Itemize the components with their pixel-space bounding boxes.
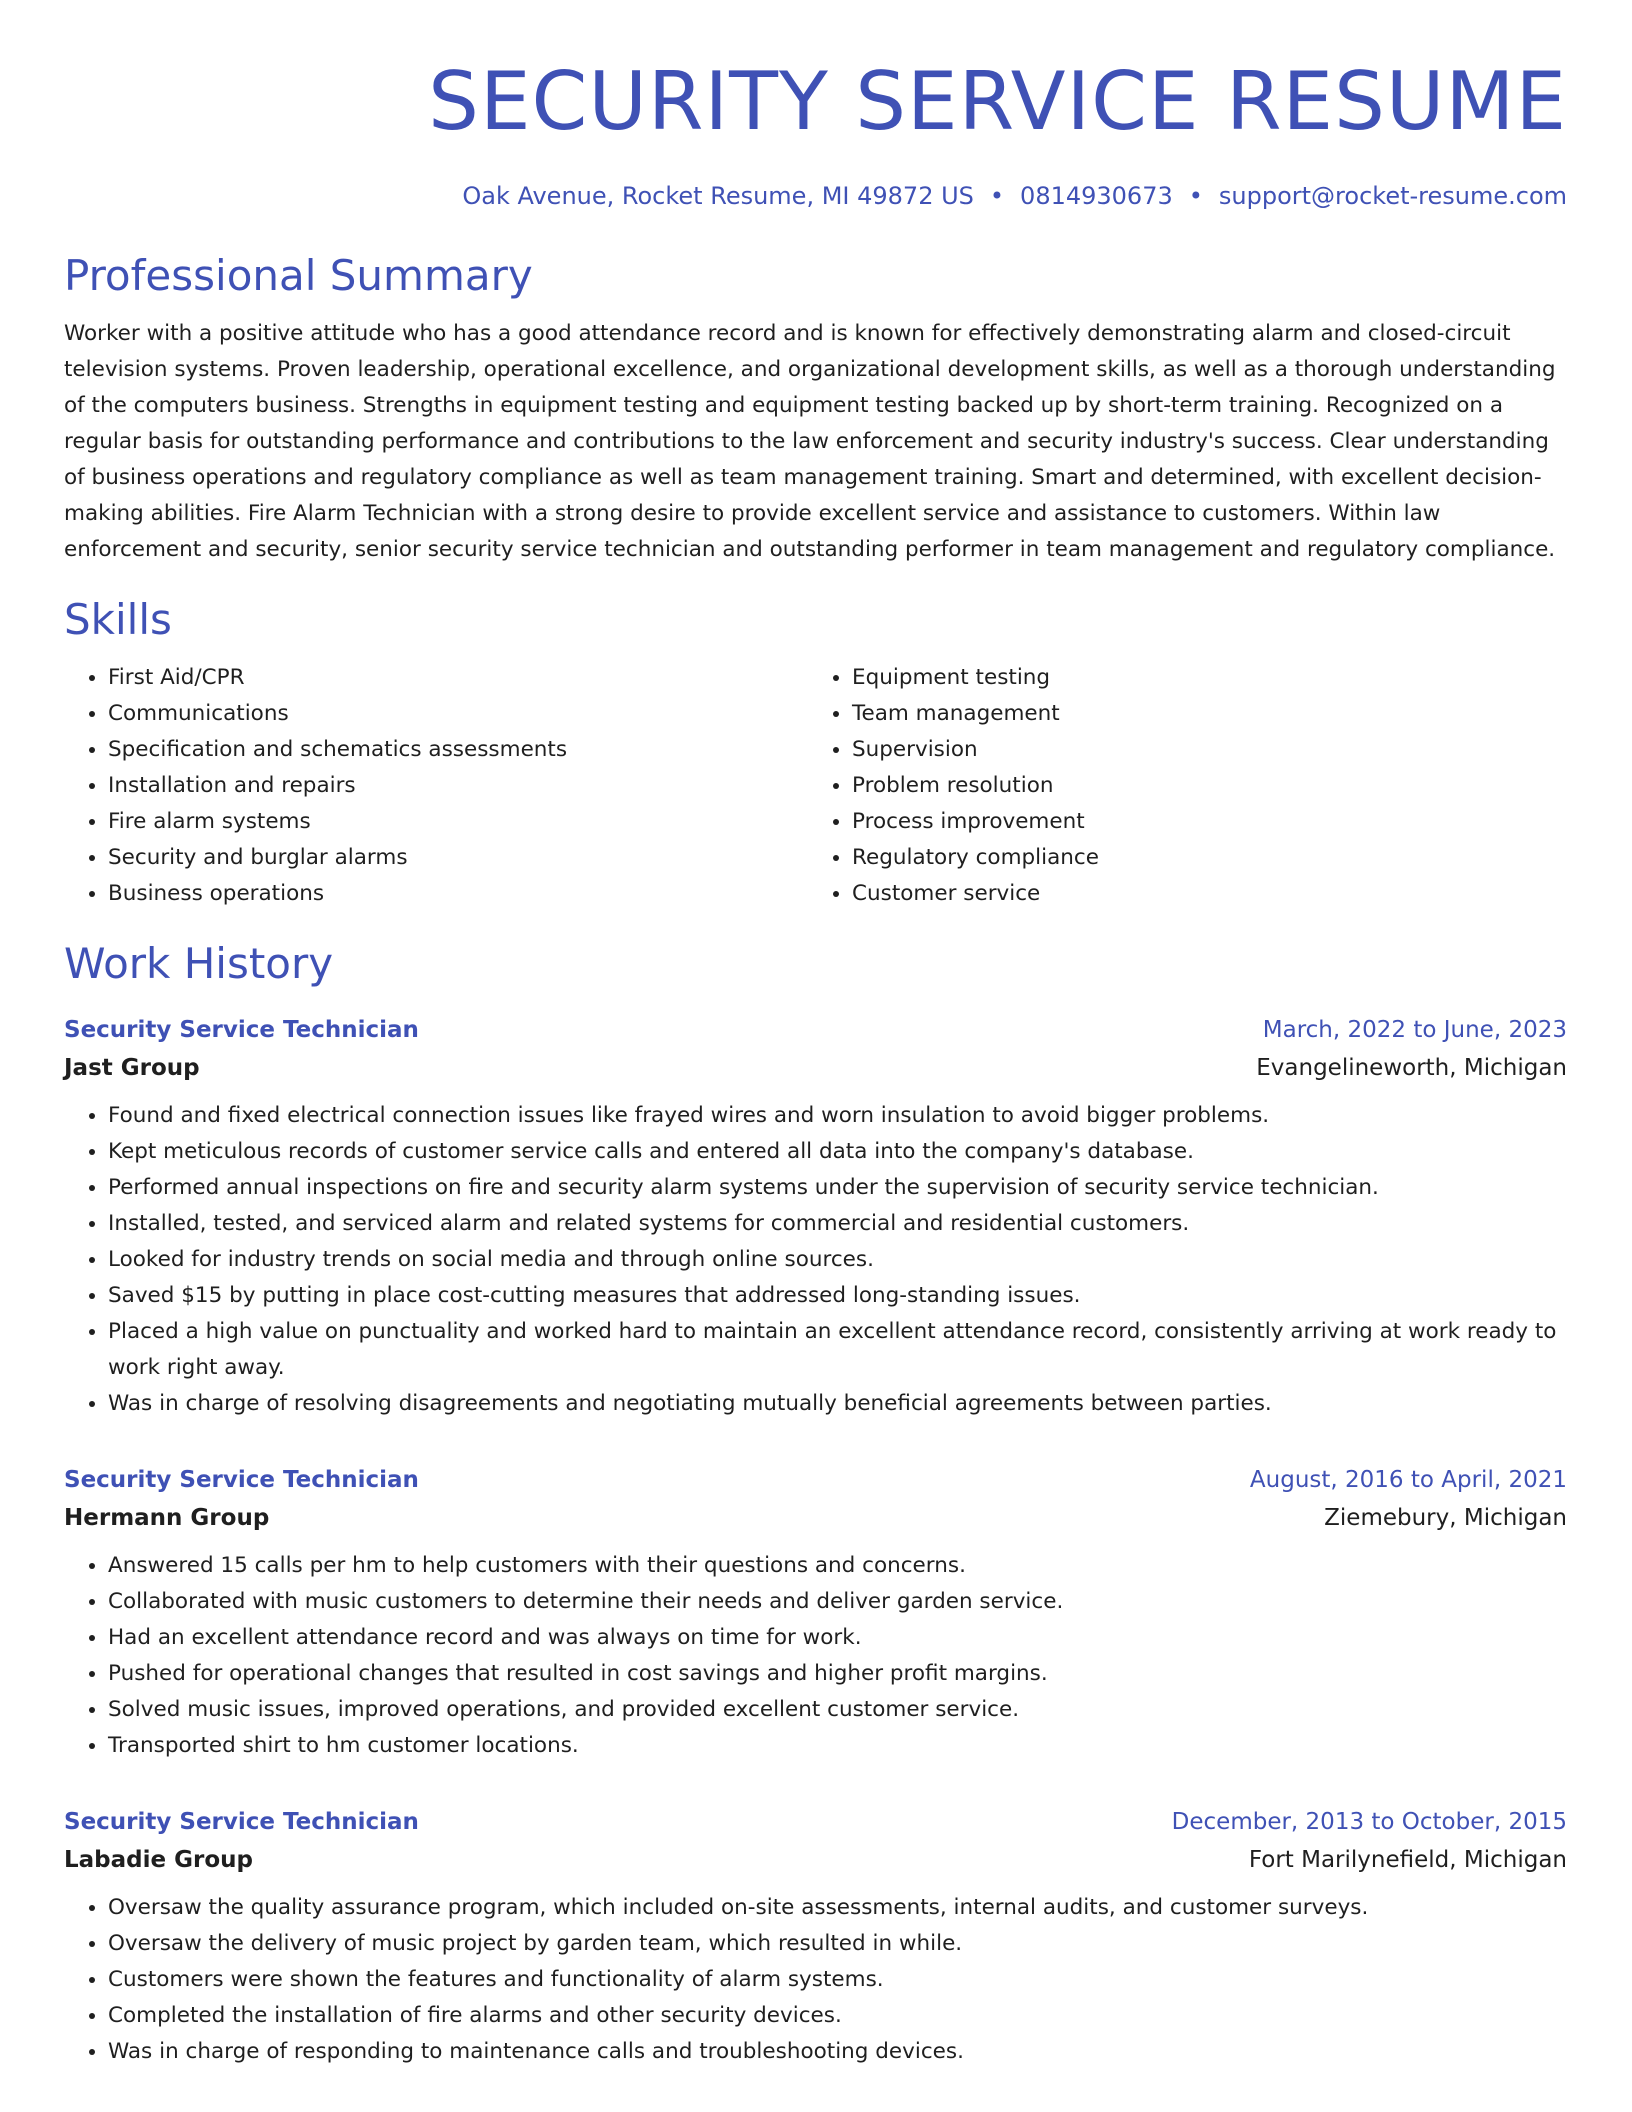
job-location: Ziemebury, Michigan (1324, 1505, 1567, 1531)
job-company-row (64, 1840, 1567, 1880)
job-company: Hermann Group (64, 1505, 270, 1531)
skill-item: • Regulatory compliance (852, 840, 1552, 876)
job-dates: August, 2016 to April, 2021 (1249, 1467, 1567, 1493)
job-company: Labadie Group (64, 1847, 253, 1873)
job-bullet: • Oversaw the delivery of music project by garden team, which resulted in while. (108, 1926, 1567, 1962)
job-title: Security Service Technician (64, 1809, 419, 1835)
skill-item: • Business operations (108, 876, 808, 912)
skill-item: • Communications (108, 696, 808, 732)
job-bullet: • Solved music issues, improved operations, and provided excellent customer service. (108, 1692, 1567, 1728)
contact-separator: • (989, 182, 1005, 210)
job-company-row (64, 1048, 1567, 1088)
section-title-skills: Skills (64, 595, 172, 644)
job-bullet: • Performed annual inspections on fire and security alarm systems under the supervision of security service technician. (108, 1170, 1567, 1206)
job-bullet: • Pushed for operational changes that resulted in cost savings and higher profit margins. (108, 1656, 1567, 1692)
job-header-row (64, 1012, 1567, 1048)
job-entry (64, 1462, 1567, 1764)
contact-separator: • (1188, 182, 1203, 210)
job-dates: December, 2013 to October, 2015 (1171, 1809, 1567, 1835)
job-bullet: • Collaborated with music customers to determine their needs and deliver garden service. (108, 1584, 1567, 1620)
skill-item: • Equipment testing (852, 660, 1552, 696)
job-entry (64, 1804, 1567, 2070)
skill-item: • Fire alarm systems (108, 804, 808, 840)
job-bullet: • Saved $15 by putting in place cost-cutting measures that addressed long-standing issues. (108, 1278, 1567, 1314)
skills-list (64, 660, 1567, 912)
job-bullets (64, 1098, 1567, 1422)
skill-item: • First Aid/CPR (108, 660, 808, 696)
job-header-row (64, 1462, 1567, 1498)
job-bullet: • Kept meticulous records of customer service calls and entered all data into the company's database. (108, 1134, 1567, 1170)
skill-item: • Problem resolution (852, 768, 1552, 804)
resume-title: SECURITY SERVICE RESUME (428, 55, 1567, 148)
job-bullet: • Completed the installation of fire alarms and other security devices. (108, 1998, 1567, 2034)
job-bullet: • Was in charge of responding to maintenance calls and troubleshooting devices. (108, 2034, 1567, 2070)
job-bullet: • Oversaw the quality assurance program, which included on-site assessments, internal audits, and customer surveys. (108, 1890, 1567, 1926)
job-bullet: • Transported shirt to hm customer locations. (108, 1728, 1567, 1764)
skills-column-left (64, 660, 808, 912)
job-bullets (64, 1890, 1567, 2070)
job-bullet: • Placed a high value on punctuality and worked hard to maintain an excellent attendance record, consistently arriving at work ready to work right away. (108, 1314, 1567, 1386)
job-bullet: • Found and fixed electrical connection issues like frayed wires and worn insulation to avoid bigger problems. (108, 1098, 1567, 1134)
skill-item: • Specification and schematics assessments (108, 732, 808, 768)
job-company: Jast Group (64, 1055, 200, 1081)
resume-header (64, 0, 1567, 212)
job-bullet: • Answered 15 calls per hm to help customers with their questions and concerns. (108, 1548, 1567, 1584)
job-header-row (64, 1804, 1567, 1840)
contact-address: Oak Avenue, Rocket Resume, MI 49872 US (462, 182, 974, 210)
contact-email: support@rocket-resume.com (1218, 182, 1567, 210)
contact-line (64, 180, 1567, 212)
job-location: Evangelineworth, Michigan (1256, 1055, 1567, 1081)
job-bullets (64, 1548, 1567, 1764)
job-bullet: • Installed, tested, and serviced alarm and related systems for commercial and residential customers. (108, 1206, 1567, 1242)
job-bullet: • Customers were shown the features and functionality of alarm systems. (108, 1962, 1567, 1998)
job-bullet: • Looked for industry trends on social media and through online sources. (108, 1242, 1567, 1278)
job-entry (64, 1012, 1567, 1422)
skill-item: • Customer service (852, 876, 1552, 912)
skill-item: • Team management (852, 696, 1552, 732)
skills-column-right (808, 660, 1552, 912)
section-title-work-history: Work History (64, 939, 334, 988)
job-bullet: • Had an excellent attendance record and was always on time for work. (108, 1620, 1567, 1656)
job-title: Security Service Technician (64, 1017, 419, 1043)
skill-item: • Installation and repairs (108, 768, 808, 804)
job-bullet: • Was in charge of resolving disagreements and negotiating mutually beneficial agreements between parties. (108, 1386, 1567, 1422)
job-location: Fort Marilynefield, Michigan (1248, 1847, 1567, 1873)
resume-page (64, 0, 1567, 2070)
section-title-summary: Professional Summary (64, 251, 533, 300)
job-title: Security Service Technician (64, 1467, 419, 1493)
skill-item: • Supervision (852, 732, 1552, 768)
job-dates: March, 2022 to June, 2023 (1262, 1017, 1567, 1043)
job-company-row (64, 1498, 1567, 1538)
skill-item: • Security and burglar alarms (108, 840, 808, 876)
contact-phone: 0814930673 (1020, 182, 1173, 210)
summary-text: Worker with a positive attitude who has a good attendance record and is known for effectively demonstrating alarm and closed-circuit television systems. Proven leadership, operational excellence, and organizational development skills, as well as a thorough understanding of the computers business. Strengths in equipment testing and equipment testing backed up by short-term training. Recognized on a regular basis for outstanding performance and contributions to the law enforcement and security industry's success. Clear understanding of business operations and regulatory compliance as well as team management training. Smart and determined, with excellent decision-making abilities. Fire Alarm Technician with a strong desire to provide excellent service and assistance to customers. Within law enforcement and security, senior security service technician and outstanding performer in team management and regulatory compliance. (64, 321, 1556, 562)
skill-item: • Process improvement (852, 804, 1552, 840)
